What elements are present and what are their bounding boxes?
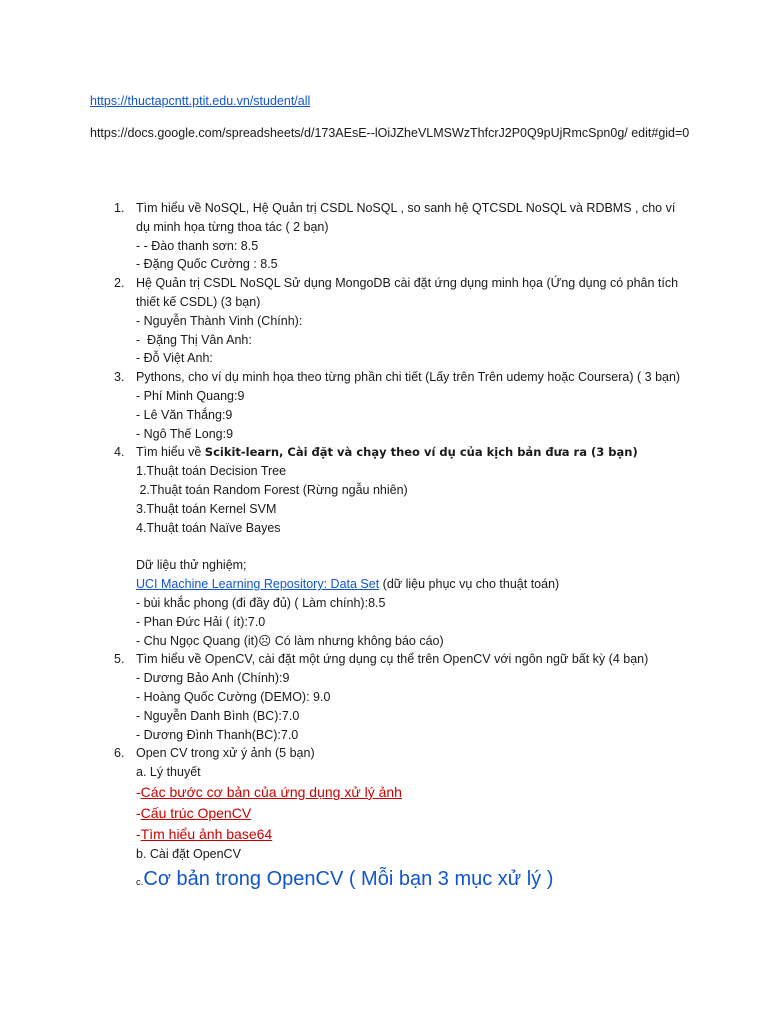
member-line: - Đỗ Việt Anh: [136, 351, 213, 366]
list-item [114, 744, 684, 897]
task-list [114, 199, 684, 898]
base64-link[interactable]: Tìm hiểu ảnh base64 [140, 825, 273, 842]
item-number: 1. [114, 201, 125, 215]
list-item [114, 274, 684, 368]
sub-heading-a: a. Lý thuyết [136, 765, 201, 780]
member-line: - Đặng Quốc Cường : 8.5 [136, 257, 278, 272]
algorithm-line: 3.Thuật toán Kernel SVM [136, 501, 277, 516]
member-line: - Phan Đức Hải ( ít):7.0 [136, 614, 266, 629]
red-dash: - [136, 825, 141, 842]
item-title-prefix: Tìm hiểu về [136, 445, 205, 460]
item-title: Tìm hiểu về OpenCV, cài đặt một ứng dụng cụ thể trên OpenCV với ngôn ngữ bất kỳ (4 bạn) [136, 652, 649, 667]
member-line: - Nguyễn Thành Vinh (Chính): [136, 313, 303, 328]
list-item [114, 650, 684, 744]
item-number: 6. [114, 746, 125, 761]
member-line: - Dương Bảo Anh (Chính):9 [136, 671, 290, 686]
list-item [114, 443, 684, 650]
member-line: - Hoàng Quốc Cường (DEMO): 9.0 [136, 689, 331, 704]
red-link-line [136, 803, 684, 824]
item-title [136, 443, 684, 462]
sub-heading-c-prefix: c. [136, 876, 144, 888]
algorithm-line: 2.Thuật toán Random Forest (Rừng ngẫu nhiên) [136, 482, 408, 497]
basic-steps-link[interactable]: Các bước cơ bản của ứng dụng xử lý ảnh [140, 783, 402, 800]
item-title: Open CV trong xử ý ảnh (5 bạn) [136, 746, 315, 761]
member-line: - Nguyễn Danh Bình (BC):7.0 [136, 708, 300, 723]
red-link-line [136, 782, 684, 803]
member-line: - Ngô Thế Long:9 [136, 426, 234, 441]
opencv-structure-link[interactable]: Cấu trúc OpenCV [140, 804, 252, 821]
algorithm-line: 4.Thuật toán Naïve Bayes [136, 520, 281, 535]
member-line: - Lê Văn Thắng:9 [136, 407, 233, 422]
member-line: - Đặng Thị Vân Anh: [136, 332, 252, 347]
item-title: Tìm hiểu về NoSQL, Hệ Quản trị CSDL NoSQL , so sanh hệ QTCSDL NoSQL và RDBMS , cho ví dụ minh họa từng thoa tác ( 2 bạn) [136, 201, 676, 234]
sub-heading-c-text: Cơ bản trong OpenCV ( Mỗi bạn 3 mục xử lý ) [143, 867, 554, 890]
student-portal-link[interactable]: https://thuctapcntt.ptit.edu.vn/student/all [90, 94, 311, 108]
member-line: - Chu Ngọc Quang (it)☹ Có làm nhưng không báo cáo) [136, 633, 444, 648]
test-data-label: Dữ liệu thử nghiệm; [136, 558, 247, 573]
spacer [136, 537, 684, 556]
item-title: Hệ Quản trị CSDL NoSQL Sử dụng MongoDB cài đặt ứng dụng minh họa (Ứng dụng có phân tích thiết kế CSDL) (3 bạn) [136, 276, 679, 309]
item-number: 4. [114, 445, 125, 460]
repo-note: (dữ liệu phục vụ cho thuật toán) [379, 577, 560, 592]
repo-line [136, 575, 684, 594]
red-dash: - [136, 804, 141, 821]
list-item [114, 199, 684, 274]
item-number: 2. [114, 276, 125, 291]
sub-heading-b: b. Cài đặt OpenCV [136, 846, 241, 861]
member-line: - bùi khắc phong (đi đầy đủ) ( Làm chính):8.5 [136, 595, 386, 610]
member-line: - Dương Đình Thanh(BC):7.0 [136, 727, 299, 742]
item-title: Pythons, cho ví dụ minh họa theo từng phần chi tiết (Lấy trên Trên udemy hoặc Coursera) ( 3 bạn) [136, 370, 681, 385]
algorithm-line: 1.Thuật toán Decision Tree [136, 464, 287, 479]
sub-heading-c [136, 864, 684, 898]
uci-repository-link[interactable]: UCI Machine Learning Repository: Data Set [136, 577, 380, 592]
list-item [114, 368, 684, 443]
item-number: 3. [114, 370, 125, 385]
spreadsheet-url: https://docs.google.com/spreadsheets/d/173AEsE--lOiJZheVLMSWzThfcrJ2P0Q9pUjRmcSpn0g/ edit#gid=0 [90, 126, 690, 140]
member-line: - - Đào thanh sơn: 8.5 [136, 238, 259, 253]
item-number: 5. [114, 652, 125, 667]
item-title-bold: Scikit-learn, Cài đặt và chạy theo ví dụ của kịch bản đưa ra (3 bạn) [204, 445, 638, 460]
red-link-line [136, 824, 684, 845]
red-dash: - [136, 783, 141, 800]
member-line: - Phí Minh Quang:9 [136, 388, 245, 403]
